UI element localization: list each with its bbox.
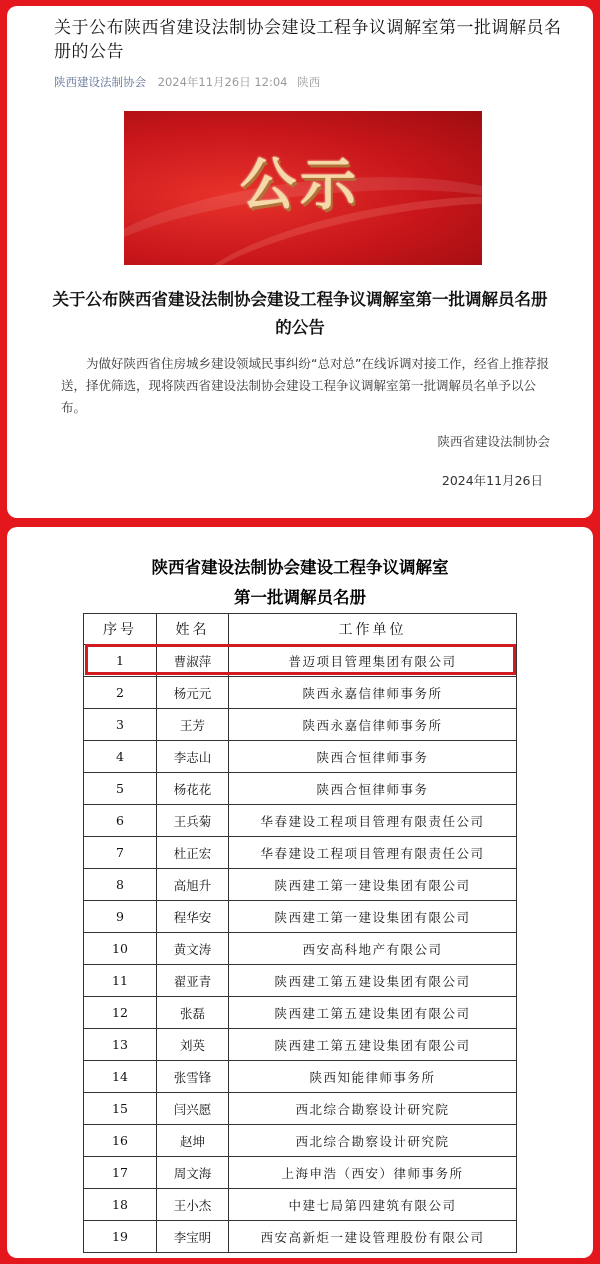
cell-organization: 陕西合恒律师事务	[229, 773, 517, 805]
cell-number: 16	[84, 1125, 157, 1157]
cell-number: 8	[84, 869, 157, 901]
cell-organization: 陕西建工第一建设集团有限公司	[229, 869, 517, 901]
cell-number: 18	[84, 1189, 157, 1221]
table-row	[84, 837, 517, 869]
cell-name: 李志山	[157, 741, 229, 773]
cell-organization: 陕西永嘉信律师事务所	[229, 709, 517, 741]
publish-datetime: 2024年11月26日 12:04	[157, 75, 288, 89]
cell-organization: 陕西建工第五建设集团有限公司	[229, 1029, 517, 1061]
banner-text: 公示	[240, 153, 360, 218]
table-row	[84, 741, 517, 773]
account-name-link[interactable]: 陕西建设法制协会	[54, 75, 146, 89]
table-row	[84, 709, 517, 741]
table-row	[84, 805, 517, 837]
cell-organization: 陕西建工第一建设集团有限公司	[229, 901, 517, 933]
table-row	[84, 1093, 517, 1125]
cell-name: 翟亚青	[157, 965, 229, 997]
column-header-organization: 工作单位	[229, 614, 517, 645]
cell-organization: 西安高新炬一建设管理股份有限公司	[229, 1221, 517, 1253]
cell-organization: 西安高科地产有限公司	[229, 933, 517, 965]
cell-name: 闫兴愿	[157, 1093, 229, 1125]
cell-number: 11	[84, 965, 157, 997]
roster-table-body	[84, 645, 517, 1253]
table-row	[84, 1221, 517, 1253]
cell-number: 6	[84, 805, 157, 837]
cell-organization: 西北综合勘察设计研究院	[229, 1125, 517, 1157]
cell-name: 王芳	[157, 709, 229, 741]
cell-name: 刘英	[157, 1029, 229, 1061]
cell-organization: 中建七局第四建筑有限公司	[229, 1189, 517, 1221]
table-row	[84, 869, 517, 901]
table-row	[84, 965, 517, 997]
cell-name: 杨元元	[157, 677, 229, 709]
cell-organization: 华春建设工程项目管理有限责任公司	[229, 837, 517, 869]
table-row	[84, 773, 517, 805]
table-row	[84, 997, 517, 1029]
cell-number: 5	[84, 773, 157, 805]
cell-organization: 陕西知能律师事务所	[229, 1061, 517, 1093]
notice-banner-image	[124, 111, 482, 265]
cell-organization: 陕西建工第五建设集团有限公司	[229, 965, 517, 997]
cell-number: 2	[84, 677, 157, 709]
cell-name: 王小杰	[157, 1189, 229, 1221]
cell-name: 杨花花	[157, 773, 229, 805]
table-row	[84, 677, 517, 709]
cell-name: 曹淑萍	[157, 645, 229, 677]
cell-name: 李宝明	[157, 1221, 229, 1253]
notice-body: 为做好陕西省住房城乡建设领域民事纠纷“总对总”在线诉调对接工作，经省上推荐报送，择优筛选，现将陕西省建设法制协会建设工程争议调解室第一批调解员名单予以公布。	[61, 356, 549, 415]
cell-name: 赵坤	[157, 1125, 229, 1157]
cell-name: 程华安	[157, 901, 229, 933]
table-row	[84, 1125, 517, 1157]
cell-organization: 普迈项目管理集团有限公司	[229, 645, 517, 677]
cell-name: 张磊	[157, 997, 229, 1029]
cell-name: 高旭升	[157, 869, 229, 901]
table-row	[84, 1157, 517, 1189]
table-row	[84, 1029, 517, 1061]
roster-image-card	[7, 527, 593, 1258]
cell-name: 杜正宏	[157, 837, 229, 869]
notice-title: 关于公布陕西省建设法制协会建设工程争议调解室第一批调解员名册的公告	[52, 290, 548, 337]
cell-number: 13	[84, 1029, 157, 1061]
table-row	[84, 645, 517, 677]
notice-signature: 陕西省建设法制协会	[437, 434, 550, 449]
roster-title: 陕西省建设法制协会建设工程争议调解室	[151, 558, 449, 577]
cell-name: 王兵菊	[157, 805, 229, 837]
mediator-roster-table	[83, 613, 517, 1253]
cell-name: 张雪锋	[157, 1061, 229, 1093]
article-meta	[54, 74, 326, 90]
cell-number: 17	[84, 1157, 157, 1189]
cell-name: 黄文涛	[157, 933, 229, 965]
article-card	[7, 6, 593, 518]
publish-location: 陕西	[297, 75, 321, 89]
table-row	[84, 1189, 517, 1221]
roster-subtitle: 第一批调解员名册	[234, 588, 366, 607]
cell-name: 周文海	[157, 1157, 229, 1189]
cell-organization: 陕西合恒律师事务	[229, 741, 517, 773]
table-row	[84, 1061, 517, 1093]
cell-organization: 陕西建工第五建设集团有限公司	[229, 997, 517, 1029]
cell-organization: 西北综合勘察设计研究院	[229, 1093, 517, 1125]
cell-number: 10	[84, 933, 157, 965]
cell-number: 1	[84, 645, 157, 677]
column-header-name: 姓名	[157, 614, 229, 645]
column-header-number: 序号	[84, 614, 157, 645]
table-header-row	[84, 614, 517, 645]
cell-number: 7	[84, 837, 157, 869]
cell-number: 9	[84, 901, 157, 933]
cell-number: 12	[84, 997, 157, 1029]
cell-organization: 上海申浩（西安）律师事务所	[229, 1157, 517, 1189]
cell-number: 19	[84, 1221, 157, 1253]
table-row	[84, 901, 517, 933]
cell-number: 14	[84, 1061, 157, 1093]
cell-number: 4	[84, 741, 157, 773]
notice-date: 2024年11月26日	[441, 473, 543, 488]
article-title: 关于公布陕西省建设法制协会建设工程争议调解室第一批调解员名册的公告	[54, 18, 562, 62]
cell-number: 15	[84, 1093, 157, 1125]
cell-number: 3	[84, 709, 157, 741]
cell-organization: 陕西永嘉信律师事务所	[229, 677, 517, 709]
cell-organization: 华春建设工程项目管理有限责任公司	[229, 805, 517, 837]
table-row	[84, 933, 517, 965]
